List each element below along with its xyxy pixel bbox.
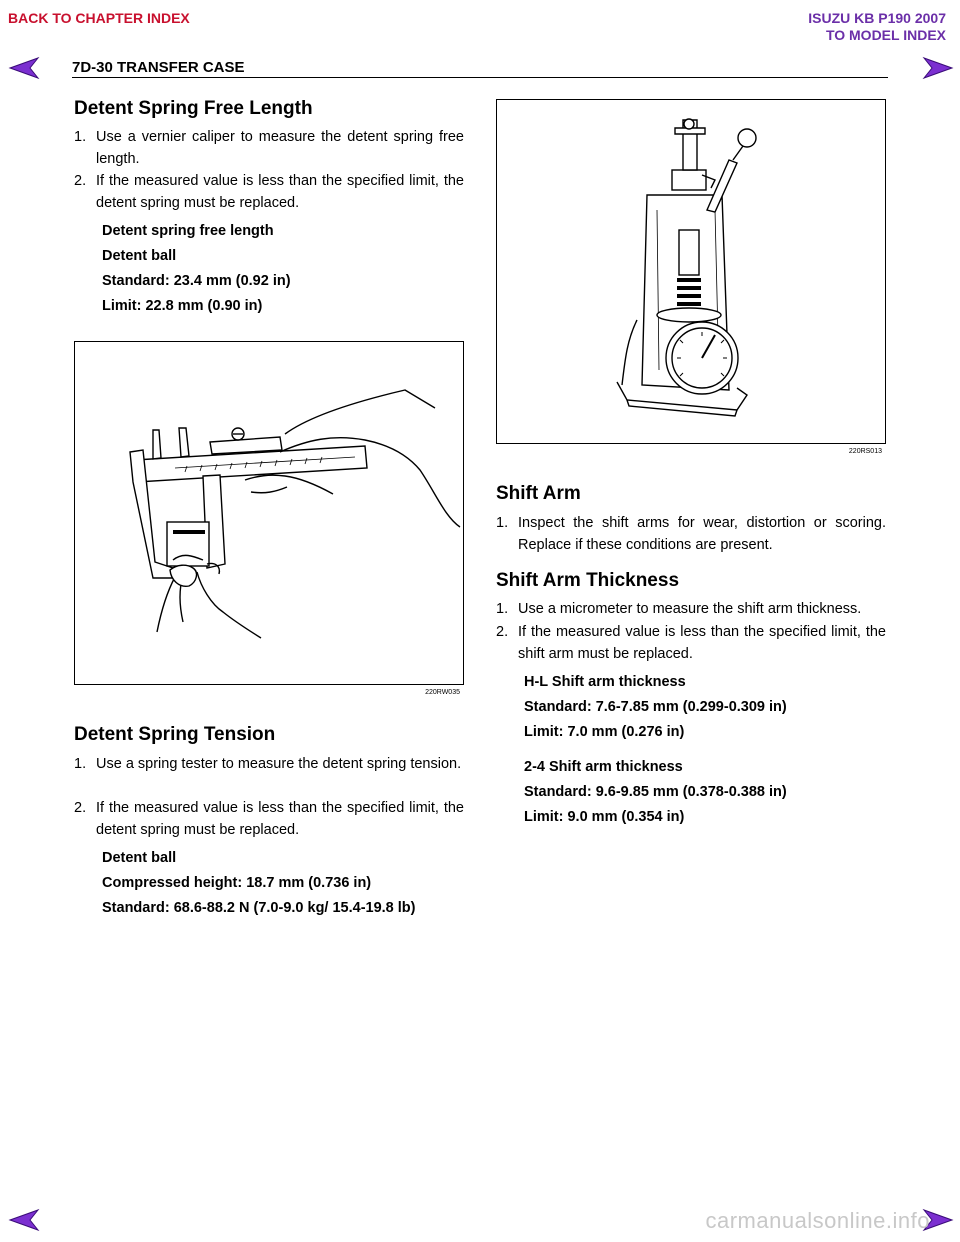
step-number: 1. — [74, 129, 87, 145]
next-page-arrow-icon[interactable] — [920, 56, 954, 80]
step-number: 2. — [74, 173, 87, 189]
step-free-length-1 — [74, 126, 464, 170]
spec-line: Detent ball — [102, 248, 177, 264]
step-text: Use a micrometer to measure the shift arm thickness. — [518, 601, 862, 617]
step-thickness-2 — [496, 621, 886, 665]
step-number: 2. — [74, 800, 87, 816]
prev-page-arrow-icon[interactable] — [8, 56, 42, 80]
figure-vernier-caliper — [74, 341, 464, 685]
step-number: 2. — [496, 624, 509, 640]
model-title: ISUZU KB P190 2007 — [808, 10, 946, 26]
back-to-chapter-index-link[interactable]: BACK TO CHAPTER INDEX — [8, 10, 190, 26]
spec-line: Detent ball — [102, 850, 177, 866]
step-text: Use a vernier caliper to measure the detent spring free length. — [96, 129, 464, 167]
page-header: 7D-30 TRANSFER CASE — [72, 59, 888, 78]
step-number: 1. — [496, 515, 509, 531]
spec-line: Standard: 68.6-88.2 N (7.0-9.0 kg/ 15.4-19.8 lb) — [102, 900, 416, 916]
spec-line: Limit: 22.8 mm (0.90 in) — [102, 298, 263, 314]
spec-block-free-length — [102, 219, 291, 319]
spec-block-hl-shift-arm — [524, 670, 787, 745]
spec-line: H-L Shift arm thickness — [524, 674, 686, 690]
vernier-caliper-illustration — [75, 342, 463, 684]
spec-line: Limit: 9.0 mm (0.354 in) — [524, 809, 685, 825]
spec-line: Standard: 23.4 mm (0.92 in) — [102, 273, 291, 289]
step-shift-arm-1 — [496, 512, 886, 556]
spec-line: Detent spring free length — [102, 223, 274, 239]
step-thickness-1 — [496, 598, 886, 620]
step-text: If the measured value is less than the specified limit, the shift arm must be replaced. — [518, 624, 886, 662]
step-free-length-2 — [74, 170, 464, 214]
section-title-shift-arm-thickness: Shift Arm Thickness — [496, 570, 680, 591]
step-tension-1 — [74, 753, 464, 775]
step-number: 1. — [74, 756, 87, 772]
spec-block-tension — [102, 846, 416, 921]
section-title-shift-arm: Shift Arm — [496, 483, 581, 504]
to-model-index-label: TO MODEL INDEX — [825, 27, 946, 43]
watermark-text: carmanualsonline.info — [705, 1208, 930, 1233]
step-number: 1. — [496, 601, 509, 617]
model-index-link[interactable] — [808, 10, 946, 44]
section-title-tension: Detent Spring Tension — [74, 724, 276, 745]
figure-code-220rw035: 220RW035 — [425, 689, 460, 696]
step-text: Inspect the shift arms for wear, distortion or scoring. Replace if these conditions are present. — [518, 515, 886, 553]
figure-code-220rs013: 220RS013 — [848, 448, 882, 455]
step-text: If the measured value is less than the specified limit, the detent spring must be replaced. — [96, 800, 464, 838]
section-title-free-length: Detent Spring Free Length — [74, 98, 313, 119]
step-tension-2 — [74, 797, 464, 841]
step-text: Use a spring tester to measure the detent spring tension. — [96, 756, 462, 772]
step-text: If the measured value is less than the specified limit, the detent spring must be replaced. — [96, 173, 464, 211]
spec-line: Compressed height: 18.7 mm (0.736 in) — [102, 875, 372, 891]
spec-line: Standard: 7.6-7.85 mm (0.299-0.309 in) — [524, 699, 787, 715]
spec-line: Limit: 7.0 mm (0.276 in) — [524, 724, 685, 740]
spec-block-24-shift-arm — [524, 755, 787, 830]
spec-line: Standard: 9.6-9.85 mm (0.378-0.388 in) — [524, 784, 787, 800]
figure-spring-tester — [496, 99, 886, 444]
prev-page-arrow-bottom-icon[interactable] — [8, 1208, 42, 1232]
spring-tester-illustration — [497, 100, 885, 443]
spec-line: 2-4 Shift arm thickness — [524, 759, 683, 775]
